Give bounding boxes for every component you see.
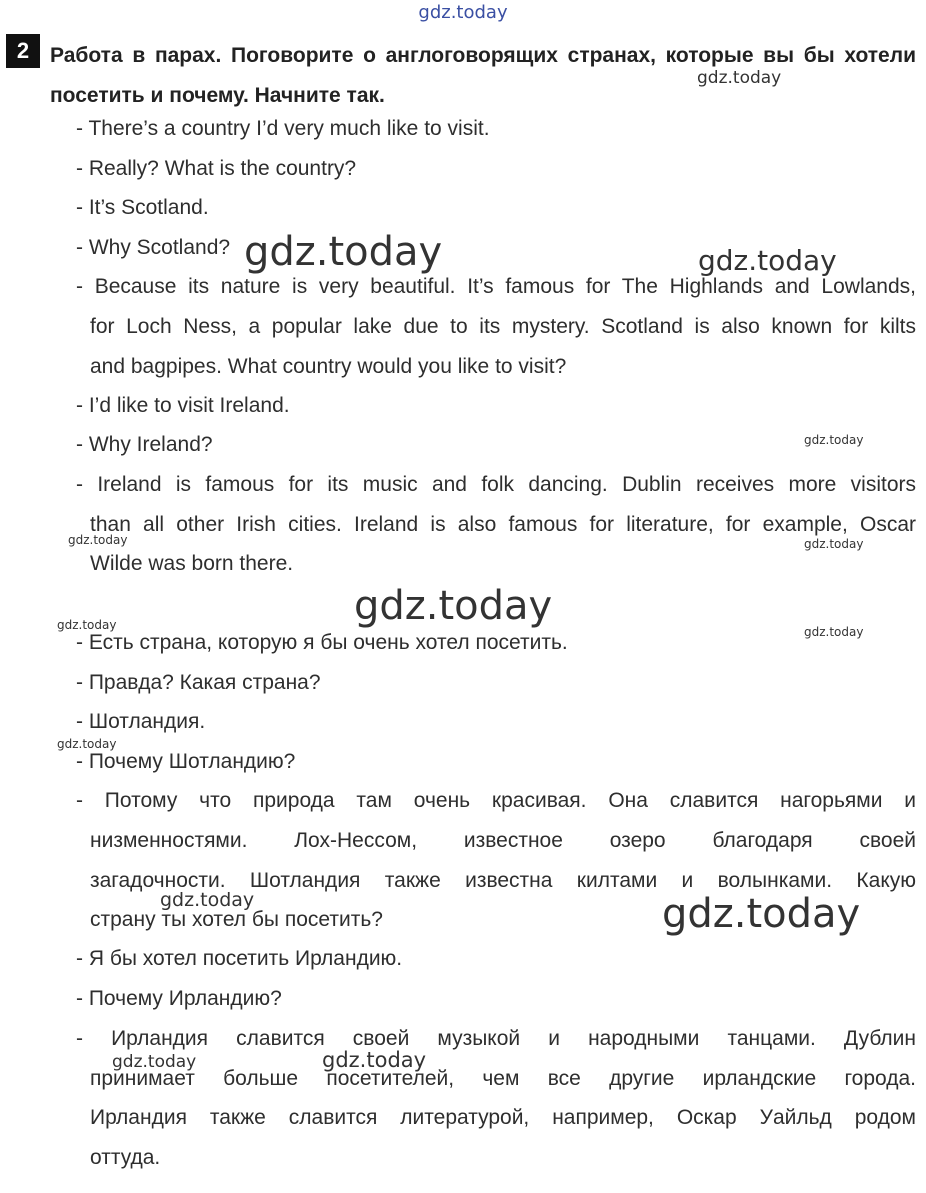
russian-line: загадочности. Шотландия также известна килтами и волынками. Какую <box>90 869 916 892</box>
english-line: - Why Ireland? <box>76 433 213 456</box>
english-line: - There’s a country I’d very much like to visit. <box>76 117 490 140</box>
watermark: gdz.today <box>804 433 864 447</box>
russian-line: низменностями. Лох-Нессом, известное озеро благодаря своей <box>90 829 916 852</box>
top-watermark: gdz.today <box>418 2 508 23</box>
russian-line: - Я бы хотел посетить Ирландию. <box>76 947 403 970</box>
watermark: gdz.today <box>57 737 117 751</box>
russian-line: - Шотландия. <box>76 710 206 733</box>
russian-line: - Почему Шотландию? <box>76 750 296 773</box>
watermark: gdz.today <box>697 68 782 88</box>
task-instruction: Работа в парах. Поговорите о англоговорящих странах, которые вы бы хотели посетить и почему. Начните так. <box>50 44 916 107</box>
watermark: gdz.today <box>112 1052 197 1072</box>
english-line: Wilde was born there. <box>90 552 294 575</box>
russian-line: - Правда? Какая страна? <box>76 671 321 694</box>
english-line: than all other Irish cities. Ireland is also famous for literature, for example, Oscar <box>90 513 916 536</box>
english-line: - Because its nature is very beautiful. It’s famous for The Highlands and Lowlands, <box>76 275 916 298</box>
watermark: gdz.today <box>804 537 864 551</box>
english-line: - Really? What is the country? <box>76 157 357 180</box>
russian-line: - Есть страна, которую я бы очень хотел посетить. <box>76 631 568 654</box>
watermark: gdz.today <box>160 889 255 911</box>
russian-line: оттуда. <box>90 1146 161 1169</box>
russian-line: - Ирландия славится своей музыкой и народными танцами. Дублин <box>76 1027 916 1050</box>
russian-line: Ирландия также славится литературой, например, Оскар Уайльд родом <box>90 1106 916 1129</box>
watermark: gdz.today <box>698 244 837 277</box>
english-line: for Loch Ness, a popular lake due to its mystery. Scotland is also known for kilts <box>90 315 916 338</box>
watermark: gdz.today <box>354 583 553 629</box>
watermark: gdz.today <box>322 1048 427 1072</box>
watermark: gdz.today <box>68 533 128 547</box>
watermark: gdz.today <box>57 618 117 632</box>
english-line: and bagpipes. What country would you like to visit? <box>90 355 567 378</box>
english-line: - It’s Scotland. <box>76 196 209 219</box>
watermark: gdz.today <box>662 891 861 937</box>
russian-line: принимает больше посетителей, чем все другие ирландские города. <box>90 1067 916 1090</box>
english-line: - Ireland is famous for its music and folk dancing. Dublin receives more visitors <box>76 473 916 496</box>
watermark: gdz.today <box>244 229 443 275</box>
russian-line: страну ты хотел бы посетить? <box>90 908 383 931</box>
russian-line: - Почему Ирландию? <box>76 987 282 1010</box>
russian-line: - Потому что природа там очень красивая. Она славится нагорьями и <box>76 789 916 812</box>
english-line: - Why Scotland? <box>76 236 231 259</box>
watermark: gdz.today <box>804 625 864 639</box>
exercise-number-badge: 2 <box>6 34 40 68</box>
english-line: - I’d like to visit Ireland. <box>76 394 290 417</box>
